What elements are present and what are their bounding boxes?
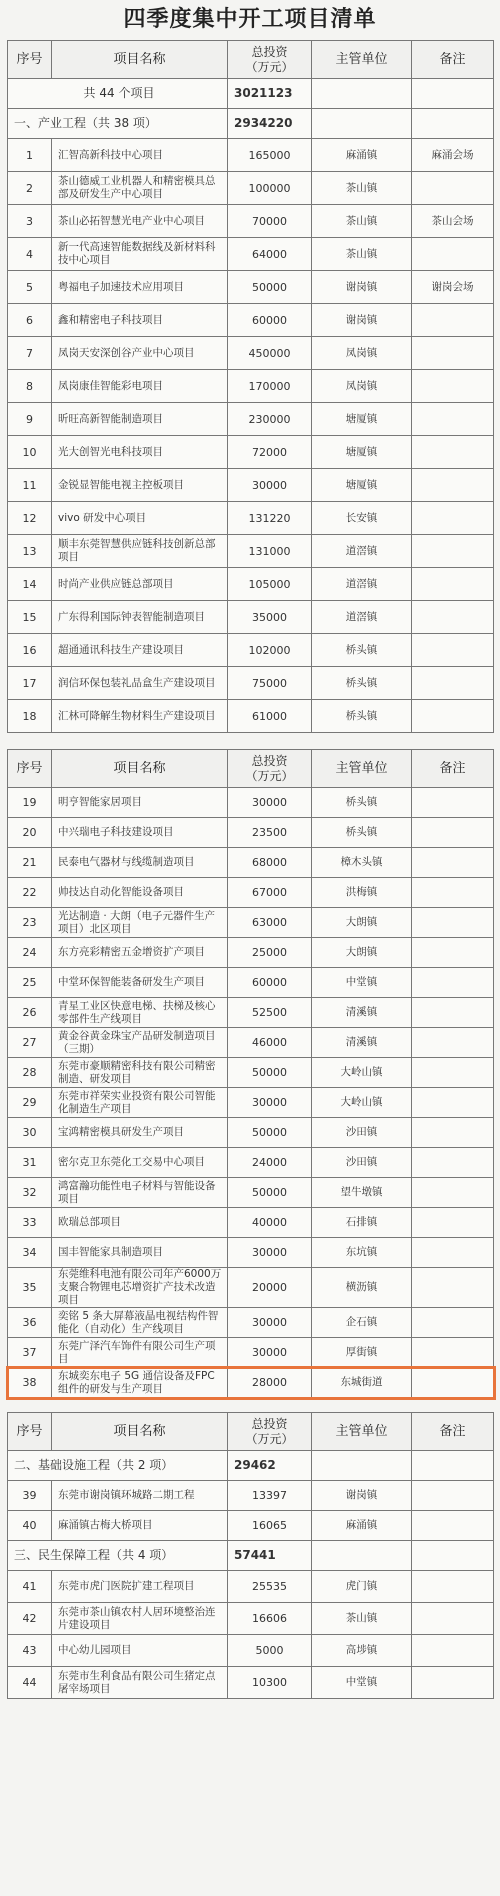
cell-department: 谢岗镇	[312, 304, 412, 337]
cell-no: 38	[8, 1368, 52, 1398]
cell-note	[412, 700, 494, 733]
table-row	[8, 700, 494, 733]
table-row	[8, 968, 494, 998]
section-amount: 29462	[228, 1451, 312, 1481]
cell-project-name: 粤福电子加速技术应用项目	[52, 271, 228, 304]
cell-investment: 450000	[228, 337, 312, 370]
cell-project-name: 鑫和精密电子科技项目	[52, 304, 228, 337]
table-header	[8, 750, 494, 788]
cell-project-name: 东莞市茶山镇农村人居环境整治连片建设项目	[52, 1603, 228, 1635]
table-row	[8, 1088, 494, 1118]
cell-project-name: 汇林可降解生物材料生产建设项目	[52, 700, 228, 733]
cell-project-name: 茶山必拓智慧光电产业中心项目	[52, 205, 228, 238]
cell-department: 桥头镇	[312, 700, 412, 733]
cell-no: 4	[8, 238, 52, 271]
cell-project-name: 东莞市虎门医院扩建工程项目	[52, 1571, 228, 1603]
cell-note	[412, 1368, 494, 1398]
cell-investment: 20000	[228, 1268, 312, 1308]
cell-note	[412, 1148, 494, 1178]
cell-no: 40	[8, 1511, 52, 1541]
cell-investment: 100000	[228, 172, 312, 205]
cell-no: 29	[8, 1088, 52, 1118]
cell-investment: 30000	[228, 1338, 312, 1368]
cell-project-name: 昕旺高新智能制造项目	[52, 403, 228, 436]
table-row	[8, 1481, 494, 1511]
table-row	[8, 601, 494, 634]
cell-investment: 50000	[228, 271, 312, 304]
cell-no: 10	[8, 436, 52, 469]
header-note: 备注	[412, 750, 494, 788]
cell-project-name: 新一代高速智能数据线及新材料科技中心项目	[52, 238, 228, 271]
cell-department: 塘厦镇	[312, 403, 412, 436]
header-unit: 主管单位	[312, 1413, 412, 1451]
cell-project-name: 东方亮彩精密五金增资扩产项目	[52, 938, 228, 968]
cell-note	[412, 1208, 494, 1238]
cell-note	[412, 908, 494, 938]
cell-no: 19	[8, 788, 52, 818]
cell-note	[412, 1308, 494, 1338]
cell-project-name: 光大创智光电科技项目	[52, 436, 228, 469]
table-row	[8, 938, 494, 968]
cell-department: 大朗镇	[312, 938, 412, 968]
cell-no: 44	[8, 1667, 52, 1699]
cell-note	[412, 403, 494, 436]
cell-department: 石排镇	[312, 1208, 412, 1238]
cell-department: 塘厦镇	[312, 436, 412, 469]
cell-department: 茶山镇	[312, 1603, 412, 1635]
cell-no: 39	[8, 1481, 52, 1511]
cell-department: 道滘镇	[312, 535, 412, 568]
section-row	[8, 1541, 494, 1571]
total-amount: 3021123	[228, 79, 312, 109]
cell-note	[412, 601, 494, 634]
cell-department: 大朗镇	[312, 908, 412, 938]
cell-investment: 64000	[228, 238, 312, 271]
cell-investment: 60000	[228, 968, 312, 998]
cell-no: 9	[8, 403, 52, 436]
header-no: 序号	[8, 41, 52, 79]
cell-department: 大岭山镇	[312, 1088, 412, 1118]
cell-no: 25	[8, 968, 52, 998]
cell-note: 茶山会场	[412, 205, 494, 238]
table-row	[8, 172, 494, 205]
cell-department: 虎门镇	[312, 1571, 412, 1603]
cell-note	[412, 337, 494, 370]
cell-department: 麻涌镇	[312, 1511, 412, 1541]
cell-department: 洪梅镇	[312, 878, 412, 908]
cell-note	[412, 1603, 494, 1635]
cell-department: 企石镇	[312, 1308, 412, 1338]
cell-department: 桥头镇	[312, 788, 412, 818]
cell-department: 东坑镇	[312, 1238, 412, 1268]
cell-investment: 16065	[228, 1511, 312, 1541]
cell-project-name: 黄金谷黄金珠宝产品研发制造项目（三期）	[52, 1028, 228, 1058]
cell-note	[412, 172, 494, 205]
header-unit: 主管单位	[312, 41, 412, 79]
table-row	[8, 205, 494, 238]
cell-project-name: 东莞维科电池有限公司年产6000万支聚合物锂电芯增资扩产技术改造项目	[52, 1268, 228, 1308]
cell-department: 中堂镇	[312, 968, 412, 998]
cell-note	[412, 998, 494, 1028]
cell-no: 13	[8, 535, 52, 568]
cell-project-name: 明亨智能家居项目	[52, 788, 228, 818]
cell-no: 12	[8, 502, 52, 535]
cell-investment: 63000	[228, 908, 312, 938]
project-table-1	[7, 40, 494, 733]
cell-investment: 50000	[228, 1118, 312, 1148]
cell-no: 27	[8, 1028, 52, 1058]
table-row	[8, 1511, 494, 1541]
table-row	[8, 908, 494, 938]
cell-investment: 30000	[228, 1308, 312, 1338]
header-invest: 总投资 （万元）	[228, 1413, 312, 1451]
section-amount: 57441	[228, 1541, 312, 1571]
cell-investment: 30000	[228, 1238, 312, 1268]
cell-project-name: 广东得利国际钟表智能制造项目	[52, 601, 228, 634]
cell-investment: 25535	[228, 1571, 312, 1603]
cell-department: 道滘镇	[312, 568, 412, 601]
cell-note	[412, 818, 494, 848]
cell-no: 22	[8, 878, 52, 908]
cell-project-name: 东莞广泽汽车饰件有限公司生产项目	[52, 1338, 228, 1368]
header-note: 备注	[412, 1413, 494, 1451]
table-row	[8, 667, 494, 700]
table-row	[8, 1635, 494, 1667]
cell-investment: 30000	[228, 469, 312, 502]
table-row	[8, 370, 494, 403]
project-table-3	[7, 1412, 494, 1699]
table-row	[8, 1028, 494, 1058]
cell-note	[412, 1238, 494, 1268]
cell-department: 望牛墩镇	[312, 1178, 412, 1208]
cell-project-name: 东莞市豪顺精密科技有限公司精密制造、研发项目	[52, 1058, 228, 1088]
cell-no: 15	[8, 601, 52, 634]
cell-no: 37	[8, 1338, 52, 1368]
cell-project-name: 茶山德威工业机器人和精密模具总部及研发生产中心项目	[52, 172, 228, 205]
cell-department: 沙田镇	[312, 1118, 412, 1148]
cell-investment: 72000	[228, 436, 312, 469]
cell-note	[412, 667, 494, 700]
table-row	[8, 139, 494, 172]
cell-investment: 68000	[228, 848, 312, 878]
cell-note	[412, 1571, 494, 1603]
cell-project-name: 中兴瑞电子科技建设项目	[52, 818, 228, 848]
cell-project-name: 青星工业区快意电梯、扶梯及核心零部件生产线项目	[52, 998, 228, 1028]
cell-no: 34	[8, 1238, 52, 1268]
cell-no: 35	[8, 1268, 52, 1308]
cell-project-name: 润信环保包装礼品盒生产建设项目	[52, 667, 228, 700]
cell-investment: 30000	[228, 788, 312, 818]
cell-investment: 5000	[228, 1635, 312, 1667]
cell-no: 30	[8, 1118, 52, 1148]
cell-note	[412, 1511, 494, 1541]
table-header	[8, 41, 494, 79]
cell-no: 32	[8, 1178, 52, 1208]
cell-department: 道滘镇	[312, 601, 412, 634]
header-name: 项目名称	[52, 750, 228, 788]
cell-department: 清溪镇	[312, 998, 412, 1028]
section-label: 三、民生保障工程（共 4 项）	[8, 1541, 228, 1571]
cell-investment: 50000	[228, 1178, 312, 1208]
cell-department: 凤岗镇	[312, 337, 412, 370]
cell-project-name: 时尚产业供应链总部项目	[52, 568, 228, 601]
cell-project-name: 汇智高新科技中心项目	[52, 139, 228, 172]
cell-note	[412, 1088, 494, 1118]
cell-investment: 105000	[228, 568, 312, 601]
cell-investment: 61000	[228, 700, 312, 733]
table-row	[8, 1603, 494, 1635]
cell-project-name: 麻涌镇古梅大桥项目	[52, 1511, 228, 1541]
cell-no: 6	[8, 304, 52, 337]
table-row	[8, 436, 494, 469]
cell-investment: 230000	[228, 403, 312, 436]
cell-no: 21	[8, 848, 52, 878]
table-row	[8, 1208, 494, 1238]
cell-department: 沙田镇	[312, 1148, 412, 1178]
cell-department: 谢岗镇	[312, 1481, 412, 1511]
header-unit: 主管单位	[312, 750, 412, 788]
cell-department: 谢岗镇	[312, 271, 412, 304]
cell-no: 26	[8, 998, 52, 1028]
total-label: 共 44 个项目	[8, 79, 228, 109]
cell-no: 16	[8, 634, 52, 667]
project-table-2	[7, 749, 494, 1398]
table-row	[8, 634, 494, 667]
table-row	[8, 1178, 494, 1208]
cell-project-name: 凤岗天安深创谷产业中心项目	[52, 337, 228, 370]
cell-investment: 23500	[228, 818, 312, 848]
cell-note	[412, 568, 494, 601]
cell-note	[412, 1481, 494, 1511]
cell-note	[412, 968, 494, 998]
cell-note	[412, 1028, 494, 1058]
cell-project-name: 奕铭 5 条大屏幕液晶电视结构件智能化（自动化）生产线项目	[52, 1308, 228, 1338]
cell-no: 11	[8, 469, 52, 502]
cell-note	[412, 370, 494, 403]
cell-note	[412, 1667, 494, 1699]
table-row	[8, 271, 494, 304]
cell-investment: 131220	[228, 502, 312, 535]
table-row	[8, 1238, 494, 1268]
header-name: 项目名称	[52, 41, 228, 79]
cell-investment: 131000	[228, 535, 312, 568]
table-row	[8, 1338, 494, 1368]
cell-project-name: 民泰电气器材与线缆制造项目	[52, 848, 228, 878]
cell-project-name: 金锐显智能电视主控板项目	[52, 469, 228, 502]
cell-investment: 75000	[228, 667, 312, 700]
table-row	[8, 502, 494, 535]
page-title: 四季度集中开工项目清单	[123, 7, 377, 32]
section-label: 一、产业工程（共 38 项）	[8, 109, 228, 139]
table-row	[8, 1148, 494, 1178]
cell-investment: 30000	[228, 1088, 312, 1118]
cell-department: 茶山镇	[312, 205, 412, 238]
table-row	[8, 1667, 494, 1699]
cell-project-name: 密尔克卫东莞化工交易中心项目	[52, 1148, 228, 1178]
cell-department: 樟木头镇	[312, 848, 412, 878]
cell-project-name: vivo 研发中心项目	[52, 502, 228, 535]
cell-investment: 16606	[228, 1603, 312, 1635]
cell-no: 33	[8, 1208, 52, 1238]
table-row	[8, 1571, 494, 1603]
cell-department: 高埗镇	[312, 1635, 412, 1667]
table-row	[8, 304, 494, 337]
table-row	[8, 238, 494, 271]
cell-investment: 60000	[228, 304, 312, 337]
cell-note	[412, 535, 494, 568]
cell-note: 麻涌会场	[412, 139, 494, 172]
cell-project-name: 中心幼儿园项目	[52, 1635, 228, 1667]
cell-investment: 52500	[228, 998, 312, 1028]
cell-department: 长安镇	[312, 502, 412, 535]
cell-investment: 170000	[228, 370, 312, 403]
table-row	[8, 403, 494, 436]
cell-investment: 46000	[228, 1028, 312, 1058]
cell-investment: 10300	[228, 1667, 312, 1699]
cell-investment: 40000	[228, 1208, 312, 1238]
cell-project-name: 帅技达自动化智能设备项目	[52, 878, 228, 908]
cell-project-name: 东莞市祥荣实业投资有限公司智能化制造生产项目	[52, 1088, 228, 1118]
cell-project-name: 顺丰东莞智慧供应链科技创新总部项目	[52, 535, 228, 568]
header-name: 项目名称	[52, 1413, 228, 1451]
cell-note	[412, 1338, 494, 1368]
cell-department: 中堂镇	[312, 1667, 412, 1699]
cell-note	[412, 1268, 494, 1308]
header-invest: 总投资 （万元）	[228, 750, 312, 788]
cell-note	[412, 304, 494, 337]
cell-project-name: 国丰智能家具制造项目	[52, 1238, 228, 1268]
cell-no: 41	[8, 1571, 52, 1603]
cell-note	[412, 1635, 494, 1667]
cell-project-name: 欧瑞总部项目	[52, 1208, 228, 1238]
table-row	[8, 1118, 494, 1148]
cell-no: 23	[8, 908, 52, 938]
cell-investment: 50000	[228, 1058, 312, 1088]
table-row	[8, 535, 494, 568]
cell-note	[412, 1058, 494, 1088]
table-row	[8, 818, 494, 848]
cell-project-name: 凤岗康佳智能彩电项目	[52, 370, 228, 403]
table-row	[8, 848, 494, 878]
cell-no: 31	[8, 1148, 52, 1178]
cell-department: 清溪镇	[312, 1028, 412, 1058]
cell-investment: 102000	[228, 634, 312, 667]
header-no: 序号	[8, 750, 52, 788]
section-amount: 2934220	[228, 109, 312, 139]
cell-note	[412, 469, 494, 502]
cell-note: 谢岗会场	[412, 271, 494, 304]
cell-department: 茶山镇	[312, 172, 412, 205]
header-no: 序号	[8, 1413, 52, 1451]
cell-no: 43	[8, 1635, 52, 1667]
cell-department: 东城街道	[312, 1368, 412, 1398]
cell-no: 1	[8, 139, 52, 172]
cell-note	[412, 1118, 494, 1148]
table-row	[8, 1308, 494, 1338]
cell-investment: 25000	[228, 938, 312, 968]
cell-note	[412, 502, 494, 535]
cell-note	[412, 1178, 494, 1208]
table-header	[8, 1413, 494, 1451]
cell-note	[412, 938, 494, 968]
cell-project-name: 东城奕东电子 5G 通信设备及FPC组件的研发与生产项目	[52, 1368, 228, 1398]
cell-no: 14	[8, 568, 52, 601]
header-invest: 总投资 （万元）	[228, 41, 312, 79]
section-row	[8, 1451, 494, 1481]
cell-no: 2	[8, 172, 52, 205]
cell-note	[412, 878, 494, 908]
cell-investment: 28000	[228, 1368, 312, 1398]
total-row	[8, 79, 494, 109]
cell-note	[412, 848, 494, 878]
table-row	[8, 878, 494, 908]
cell-no: 5	[8, 271, 52, 304]
table-row	[8, 1058, 494, 1088]
cell-no: 18	[8, 700, 52, 733]
cell-department: 茶山镇	[312, 238, 412, 271]
cell-no: 28	[8, 1058, 52, 1088]
section-row	[8, 109, 494, 139]
cell-project-name: 鸿富瀚功能性电子材料与智能设备项目	[52, 1178, 228, 1208]
cell-no: 3	[8, 205, 52, 238]
cell-investment: 13397	[228, 1481, 312, 1511]
cell-investment: 35000	[228, 601, 312, 634]
cell-note	[412, 238, 494, 271]
table-row	[8, 568, 494, 601]
table-row	[8, 337, 494, 370]
cell-note	[412, 634, 494, 667]
cell-project-name: 东莞市生利食品有限公司生猪定点屠宰场项目	[52, 1667, 228, 1699]
cell-department: 桥头镇	[312, 634, 412, 667]
cell-project-name: 光达制造 · 大朗（电子元器件生产项目）北区项目	[52, 908, 228, 938]
cell-no: 17	[8, 667, 52, 700]
cell-no: 36	[8, 1308, 52, 1338]
table-row	[8, 1268, 494, 1308]
cell-no: 42	[8, 1603, 52, 1635]
section-label: 二、基础设施工程（共 2 项）	[8, 1451, 228, 1481]
cell-investment: 67000	[228, 878, 312, 908]
cell-investment: 165000	[228, 139, 312, 172]
cell-no: 20	[8, 818, 52, 848]
cell-department: 桥头镇	[312, 818, 412, 848]
cell-project-name: 东莞市谢岗镇环城路二期工程	[52, 1481, 228, 1511]
cell-department: 桥头镇	[312, 667, 412, 700]
cell-department: 塘厦镇	[312, 469, 412, 502]
cell-project-name: 宝鸿精密模具研发生产项目	[52, 1118, 228, 1148]
cell-project-name: 中堂环保智能装备研发生产项目	[52, 968, 228, 998]
table-row	[8, 469, 494, 502]
cell-department: 麻涌镇	[312, 139, 412, 172]
cell-investment: 24000	[228, 1148, 312, 1178]
cell-department: 横沥镇	[312, 1268, 412, 1308]
table-row-highlighted	[8, 1368, 494, 1398]
cell-department: 大岭山镇	[312, 1058, 412, 1088]
cell-note	[412, 436, 494, 469]
table-row	[8, 788, 494, 818]
cell-no: 7	[8, 337, 52, 370]
cell-department: 凤岗镇	[312, 370, 412, 403]
cell-no: 24	[8, 938, 52, 968]
cell-note	[412, 788, 494, 818]
header-note: 备注	[412, 41, 494, 79]
table-row	[8, 998, 494, 1028]
cell-no: 8	[8, 370, 52, 403]
cell-department: 厚街镇	[312, 1338, 412, 1368]
cell-investment: 70000	[228, 205, 312, 238]
cell-project-name: 超通通讯科技生产建设项目	[52, 634, 228, 667]
